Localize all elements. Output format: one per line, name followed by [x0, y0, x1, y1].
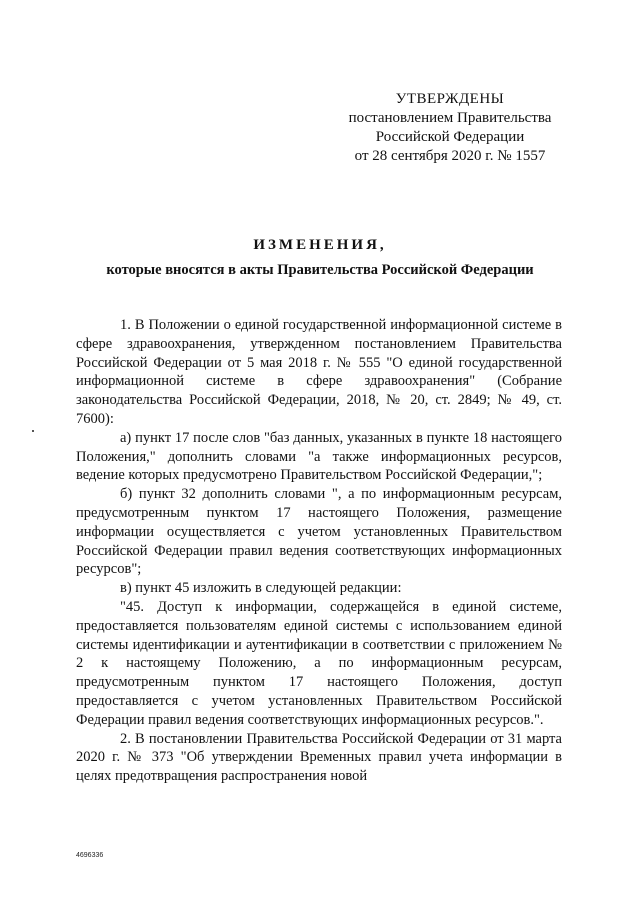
margin-dot	[32, 430, 34, 432]
approval-line-3: от 28 сентября 2020 г. № 1557	[354, 148, 546, 164]
footer-document-code: 4696336	[76, 852, 104, 859]
approval-line-2: Российской Федерации	[375, 129, 525, 145]
document-body	[76, 316, 562, 786]
paragraph-1a: а) пункт 17 после слов "баз данных, указанных в пункте 18 настоящего Положения," дополнить словами "а также информационных ресурсов, ведение которых предусмотрено Правительством Российской Федерации,";	[76, 429, 562, 484]
paragraph-1b: б) пункт 32 дополнить словами ", а по информационным ресурсам, предусмотренным пунктом 17 настоящего Положения, размещение информации осуществляется с учетом установленных Правительством Российской Федерации правил ведения соответствующих информационных ресурсов";	[76, 486, 562, 578]
paragraph-quoted-45: "45. Доступ к информации, содержащейся в единой системе, предоставляется пользователям единой системы с использованием единой системы идентификации и аутентификации в соответствии с приложением № 2 к настоящему Положению, а по информационным ресурсам, предусмотренным пунктом 17 настоящего Положения, доступ предоставляется с учетом установленных Правительством Российской Федерации правил ведения соответствующих информационных ресурсов.".	[76, 598, 562, 728]
paragraph-1c: в) пункт 45 изложить в следующей редакции:	[120, 580, 402, 597]
approval-title: УТВЕРЖДЕНЫ	[395, 91, 505, 107]
paragraph-1: 1. В Положении о единой государственной информационной системе в сфере здравоохранения, утвержденном постановлением Правительства Российской Федерации от 5 мая 2018 г. № 555 "О единой государственной информационной системе в сфере здравоохранения" (Собрание законодательства Российской Федерации, 2018, № 20, ст. 2849; № 49, ст. 7600):	[76, 317, 562, 427]
document-subtitle: которые вносятся в акты Правительства Российской Федерации	[106, 262, 534, 278]
document-title: ИЗМЕНЕНИЯ,	[253, 237, 387, 253]
paragraph-2: 2. В постановлении Правительства Российской Федерации от 31 марта 2020 г. № 373 "Об утверждении Временных правил учета информации в целях предотвращения распространения новой	[76, 730, 562, 785]
approval-stamp	[330, 90, 570, 166]
approval-line-1: постановлением Правительства	[348, 110, 552, 126]
